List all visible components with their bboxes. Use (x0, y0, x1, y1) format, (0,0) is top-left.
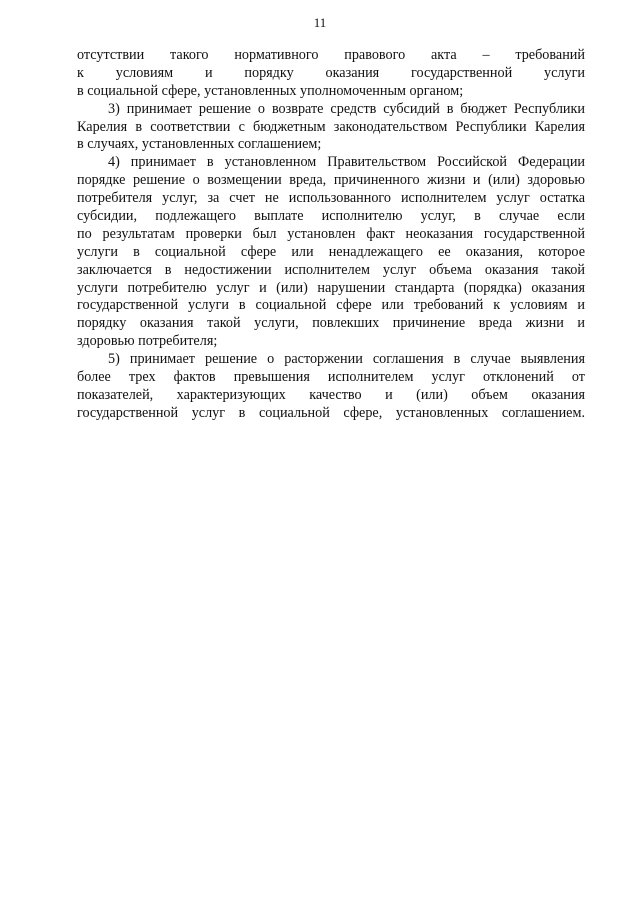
text-line: услуги потребителю услуг и (или) нарушении стандарта (порядка) оказания (77, 279, 585, 296)
text-line: по результатам проверки был установлен факт неоказания государственной (77, 225, 585, 242)
text-line: в социальной сфере, установленных уполномоченным органом; (77, 82, 464, 99)
text-line: здоровью потребителя; (77, 333, 218, 350)
text-line: порядку оказания такой услуги, повлекших причинение вреда жизни и (77, 315, 585, 332)
text-line: к условиям и порядку оказания государственной услуги (77, 64, 585, 81)
text-line: показателей, характеризующих качество и (или) объем оказания (77, 386, 585, 403)
text-line: более трех фактов превышения исполнителем услуг отклонений от (77, 369, 585, 386)
text-line: в случаях, установленных соглашением; (77, 136, 322, 153)
text-line: государственной услуги в социальной сфере или требований к условиям и (77, 297, 585, 314)
text-line: 3) принимает решение о возврате средств субсидий в бюджет Республики (108, 100, 585, 117)
paragraph-item-4 (77, 154, 585, 351)
text-line: заключается в недостижении исполнителем услуг объема оказания такой (77, 261, 585, 278)
text-line: отсутствии такого нормативного правового акта – требований (77, 47, 585, 63)
text-line: порядке решение о возмещении вреда, причиненного жизни и (или) здоровью (77, 172, 585, 189)
paragraph-item-3 (77, 101, 585, 155)
text-line: субсидии, подлежащего выплате исполнителю услуг, в случае если (77, 208, 585, 225)
text-line: 5) принимает решение о расторжении соглашения в случае выявления (108, 351, 585, 368)
paragraph-item-5 (77, 351, 585, 423)
page-number: 11 (313, 15, 327, 30)
text-line: Карелия в соответствии с бюджетным законодательством Республики Карелия (77, 118, 585, 135)
text-line: потребителя услуг, за счет не использованного исполнителем услуг остатка (77, 190, 585, 207)
text-line: 4) принимает в установленном Правительством Российской Федерации (108, 154, 585, 171)
text-line: услуги в социальной сфере или ненадлежащего ее оказания, которое (77, 243, 585, 260)
paragraph-continuation (77, 47, 585, 101)
document-body (77, 47, 585, 423)
text-line: государственной услуг в социальной сфере, установленных соглашением. (77, 404, 585, 421)
